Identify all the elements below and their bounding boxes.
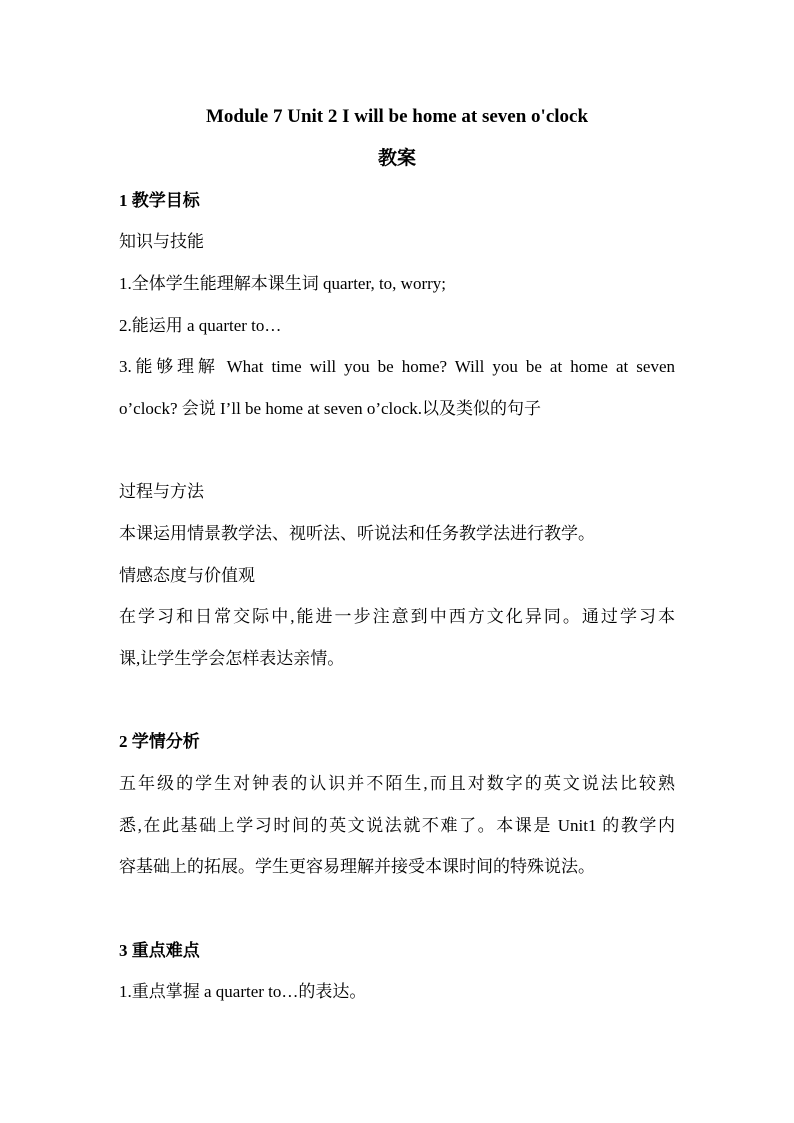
process-subheading: 过程与方法 [119, 482, 204, 501]
section2-heading: 2 学情分析 [119, 732, 200, 751]
section2-text-line-3: 容基础上的拓展。学生更容易理解并接受本课时间的特殊说法。 [119, 857, 595, 876]
process-text: 本课运用情景教学法、视听法、听说法和任务教学法进行教学。 [119, 524, 595, 543]
section2-text-line-1: 五年级的学生对钟表的认识并不陌生,而且对数字的英文说法比较熟 [119, 774, 675, 793]
knowledge-item-3-line-2: o’clock? 会说 I’ll be home at seven o’clock.以及类似的句子 [119, 399, 542, 418]
document-subtitle: 教案 [377, 148, 416, 169]
emotion-text-line-1: 在学习和日常交际中,能进一步注意到中西方文化异同。通过学习本 [119, 607, 675, 626]
section2-text-line-2: 悉,在此基础上学习时间的英文说法就不难了。本课是 Unit1 的教学内 [119, 816, 675, 835]
section3-item-1: 1.重点掌握 a quarter to…的表达。 [119, 982, 367, 1001]
section3-heading: 3 重点难点 [119, 941, 200, 960]
emotion-text-line-2: 课,让学生学会怎样表达亲情。 [119, 649, 345, 668]
section1-heading: 1 教学目标 [119, 191, 200, 210]
knowledge-item-3-line-1: 3.能够理解 What time will you be home? Will you be at home at seven [119, 357, 675, 376]
emotion-subheading: 情感态度与价值观 [119, 566, 255, 585]
knowledge-item-2: 2.能运用 a quarter to… [119, 316, 282, 335]
knowledge-item-1: 1.全体学生能理解本课生词 quarter, to, worry; [119, 274, 447, 293]
document-title: Module 7 Unit 2 I will be home at seven o'clock [205, 106, 589, 127]
knowledge-subheading: 知识与技能 [119, 232, 204, 251]
